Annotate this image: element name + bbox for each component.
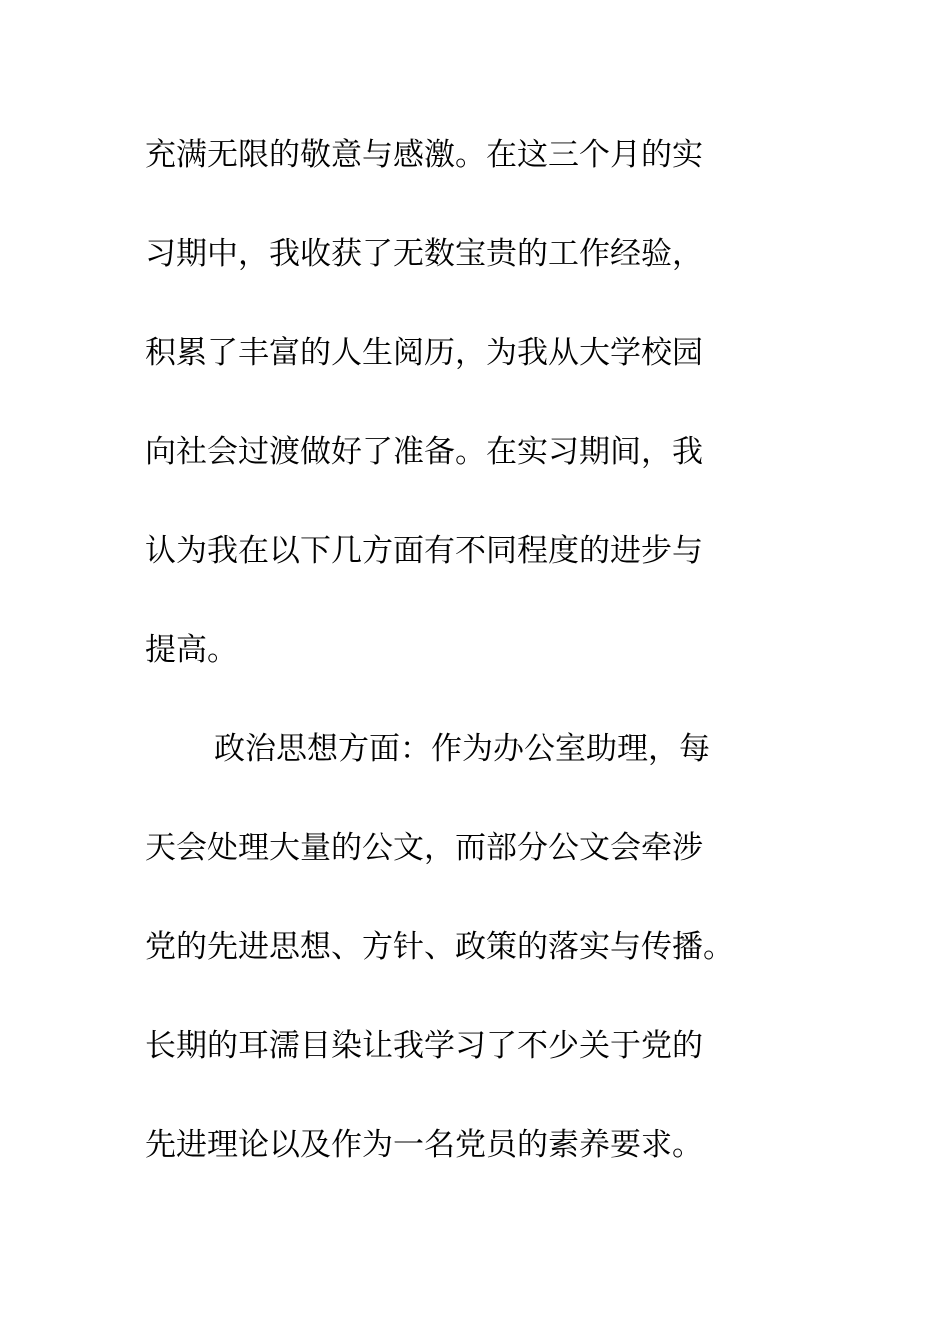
text-line: 党的先进思想、方针、政策的落实与传播。: [145, 929, 734, 965]
text-line: 长期的耳濡目染让我学习了不少关于党的: [145, 1028, 703, 1064]
text-line: 提高。: [145, 632, 238, 668]
text-line: 习期中，我收获了无数宝贵的工作经验，: [145, 236, 703, 272]
text-line: 充满无限的敬意与感激。在这三个月的实: [145, 137, 703, 173]
paragraph-first-line: 政治思想方面：作为办公室助理，每: [214, 731, 710, 767]
text-line: 认为我在以下几方面有不同程度的进步与: [145, 533, 703, 569]
text-line: 天会处理大量的公文，而部分公文会牵涉: [145, 830, 703, 866]
text-line: 向社会过渡做好了准备。在实习期间，我: [145, 434, 703, 470]
text-line: 先进理论以及作为一名党员的素养要求。: [145, 1127, 703, 1163]
text-line: 积累了丰富的人生阅历，为我从大学校园: [145, 335, 703, 371]
